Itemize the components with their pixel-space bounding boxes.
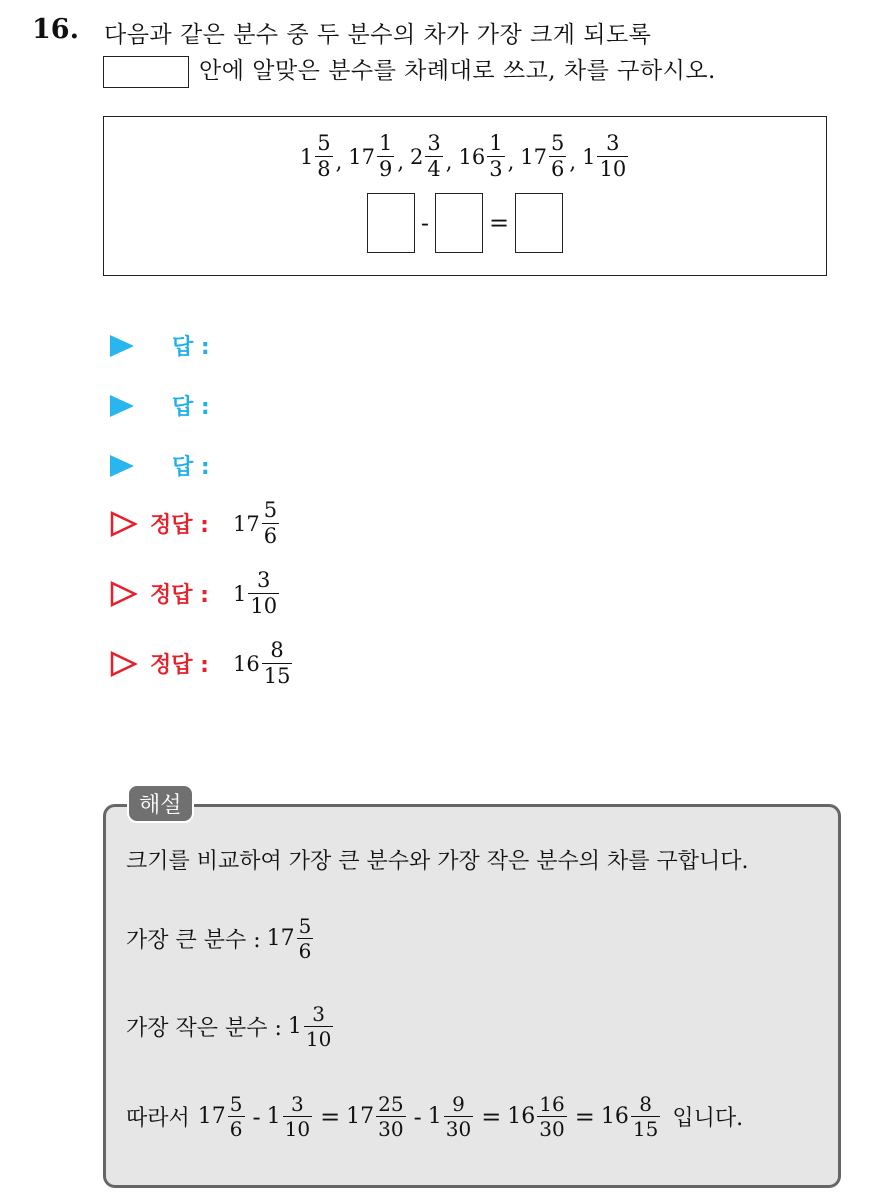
answer-row-2[interactable] <box>110 390 210 421</box>
problem-box <box>103 116 827 276</box>
correct-answer-row <box>110 570 281 617</box>
correct-value: 1 $\frac{3}{10}$ <box>232 568 278 618</box>
correct-answer-row <box>110 500 281 547</box>
answer-row-3[interactable] <box>110 450 210 481</box>
equals-sign: = <box>489 209 510 237</box>
fraction-item: 1 $\frac{5}{8}$ <box>299 131 331 181</box>
correct-label: 정답 : <box>150 653 209 678</box>
question-line-2-text: 안에 알맞은 분수를 차례대로 쓰고, 차를 구하시오. <box>199 58 716 84</box>
fraction-item: 2 $\frac{3}{4}$ <box>410 131 441 181</box>
question-line-1: 다음과 같은 분수 중 두 분수의 차가 가장 크게 되도록 <box>104 22 652 48</box>
answer-label: 답 : <box>172 455 210 480</box>
outline-arrow-icon <box>110 511 138 537</box>
fraction-item: 1 $\frac{3}{10}$ <box>582 131 627 181</box>
explanation-tag: 해설 <box>127 784 194 823</box>
fraction-item: 17 $\frac{1}{9}$ <box>348 131 393 181</box>
correct-label: 정답 : <box>150 583 209 608</box>
minus-sign: - <box>420 209 429 237</box>
fraction-item: 17 $\frac{5}{6}$ <box>520 131 565 181</box>
answer-box-2[interactable] <box>435 193 483 253</box>
correct-answer-row <box>110 640 294 687</box>
inline-blank-box <box>103 56 189 88</box>
explanation-largest: 가장 큰 분수 : 17 $\frac{5}{6}$ <box>126 914 312 963</box>
correct-label: 정답 : <box>150 513 209 538</box>
equation-row <box>104 193 826 253</box>
fraction-list: 1 $\frac{5}{8}$ , 17 $\frac{1}{9}$ , 2 $\frac{3}{4}$ , 16 $\frac{1}{3}$ , 17 $\frac{5}{6}$ , 1 $\frac{3}{10}$ <box>104 133 826 180</box>
fraction-item: 16 $\frac{1}{3}$ <box>458 131 503 181</box>
explanation-line-1: 크기를 비교하여 가장 큰 분수와 가장 작은 분수의 차를 구합니다. <box>126 849 749 874</box>
answer-row-1[interactable] <box>110 330 210 361</box>
question-line-2 <box>103 52 716 88</box>
answer-box-1[interactable] <box>367 193 415 253</box>
answer-label: 답 : <box>172 335 210 360</box>
answer-label: 답 : <box>172 395 210 420</box>
question-number: 16. <box>32 14 79 45</box>
answer-box-3[interactable] <box>515 193 563 253</box>
outline-arrow-icon <box>110 651 138 677</box>
outline-arrow-icon <box>110 581 138 607</box>
explanation-final: 따라서 17 $\frac{5}{6}$ - 1 $\frac{3}{10}$ = 17 $\frac{25}{30}$ - 1 $\frac{9}{30}$ = 16 $\frac{16}{30}$ = 16 $\frac{8}{15}$ 입니다. <box>126 1092 744 1141</box>
correct-value: 17 $\frac{5}{6}$ <box>232 498 278 548</box>
play-arrow-icon <box>110 335 134 357</box>
play-arrow-icon <box>110 395 134 417</box>
explanation-smallest: 가장 작은 분수 : 1 $\frac{3}{10}$ <box>126 1002 332 1051</box>
correct-value: 16 $\frac{8}{15}$ <box>232 638 291 688</box>
play-arrow-icon <box>110 455 134 477</box>
